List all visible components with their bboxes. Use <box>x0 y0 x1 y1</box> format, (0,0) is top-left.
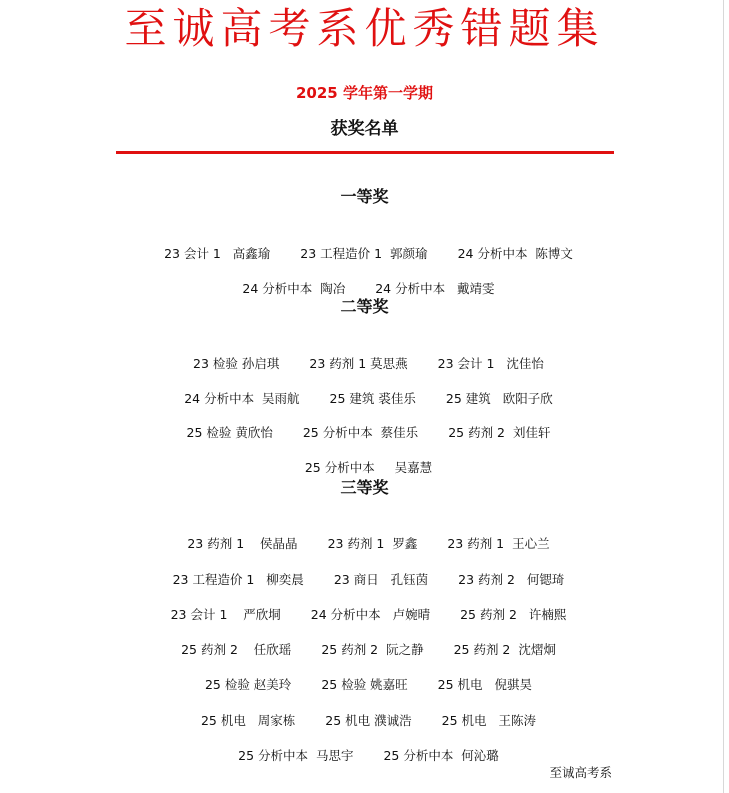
list-title: 获奖名单 <box>330 119 399 139</box>
document-title: 至诚高考系优秀错题集 <box>124 4 605 53</box>
award-row <box>0 441 729 477</box>
award-entry: 25 检验 黄欣怡 <box>186 425 273 440</box>
award-entry: 23 会计 1 沈佳怡 <box>437 356 544 371</box>
award-entry: 25 分析中本 蔡佳乐 <box>302 425 419 440</box>
award-entry: 25 分析中本 马思宇 <box>238 748 354 763</box>
award-entry: 25 药剂 2 任欣瑶 <box>181 642 292 657</box>
award-entry: 23 药剂 1 莫思燕 <box>309 356 408 371</box>
award-entry: 24 分析中本 陶冶 <box>242 281 346 296</box>
award-entry: 25 机电 濮诚浩 <box>325 713 412 728</box>
award-row <box>0 658 729 694</box>
award-entry: 23 工程造价 1 柳奕晨 <box>172 572 304 587</box>
section-title-third-prize: 三等奖 <box>340 478 389 497</box>
footer-signature: 至诚高考系 <box>549 765 612 780</box>
award-entry: 23 会计 1 严欣垌 <box>170 607 281 622</box>
award-entry: 23 商日 孔钰茵 <box>333 572 429 587</box>
section-title-first-prize: 一等奖 <box>340 187 389 206</box>
award-entry: 24 分析中本 吴雨航 <box>184 391 300 406</box>
award-row <box>0 227 729 263</box>
award-entry: 23 会计 1 高鑫瑜 <box>164 246 271 261</box>
award-entry: 23 检验 孙启琪 <box>193 356 280 371</box>
award-entry: 25 药剂 2 许楠熙 <box>460 607 567 622</box>
award-entry: 25 分析中本 吴嘉慧 <box>304 460 433 475</box>
award-row <box>0 262 729 298</box>
award-entry: 25 机电 周家栋 <box>200 713 296 728</box>
red-divider <box>116 151 614 154</box>
award-entry: 25 机电 王陈涛 <box>441 713 536 728</box>
term-label: 2025 学年第一学期 <box>296 84 433 102</box>
award-row <box>0 729 729 765</box>
award-entry: 25 检验 姚嘉旺 <box>321 677 408 692</box>
award-entry: 23 药剂 1 王心兰 <box>447 536 550 551</box>
award-row <box>0 372 729 408</box>
award-entry: 25 药剂 2 沈熠炯 <box>453 642 556 657</box>
award-row <box>0 623 729 659</box>
award-entry: 25 建筑 欧阳子欣 <box>445 391 553 406</box>
section-title-second-prize: 二等奖 <box>340 297 389 316</box>
award-row <box>0 553 729 589</box>
award-row <box>0 406 729 442</box>
award-entry: 23 药剂 1 罗鑫 <box>327 536 418 551</box>
award-entry: 25 药剂 2 刘佳轩 <box>448 425 551 440</box>
award-entry: 23 工程造价 1 郭颜瑜 <box>300 246 428 261</box>
award-entry: 25 检验 赵美玲 <box>204 677 292 692</box>
award-entry: 24 分析中本 陈博文 <box>457 246 573 261</box>
award-entry: 23 药剂 1 侯晶晶 <box>187 536 298 551</box>
award-row <box>0 694 729 730</box>
award-entry: 25 建筑 裘佳乐 <box>329 391 416 406</box>
award-row <box>0 588 729 624</box>
award-entry: 24 分析中本 戴靖雯 <box>375 281 495 296</box>
award-entry: 23 药剂 2 何锶琦 <box>458 572 565 587</box>
award-entry: 25 分析中本 何沁璐 <box>383 748 499 763</box>
award-row <box>0 517 729 553</box>
award-entry: 24 分析中本 卢婉晴 <box>310 607 431 622</box>
award-entry: 25 机电 倪骐昊 <box>437 677 532 692</box>
award-row <box>0 337 729 373</box>
award-entry: 25 药剂 2 阮之静 <box>321 642 424 657</box>
